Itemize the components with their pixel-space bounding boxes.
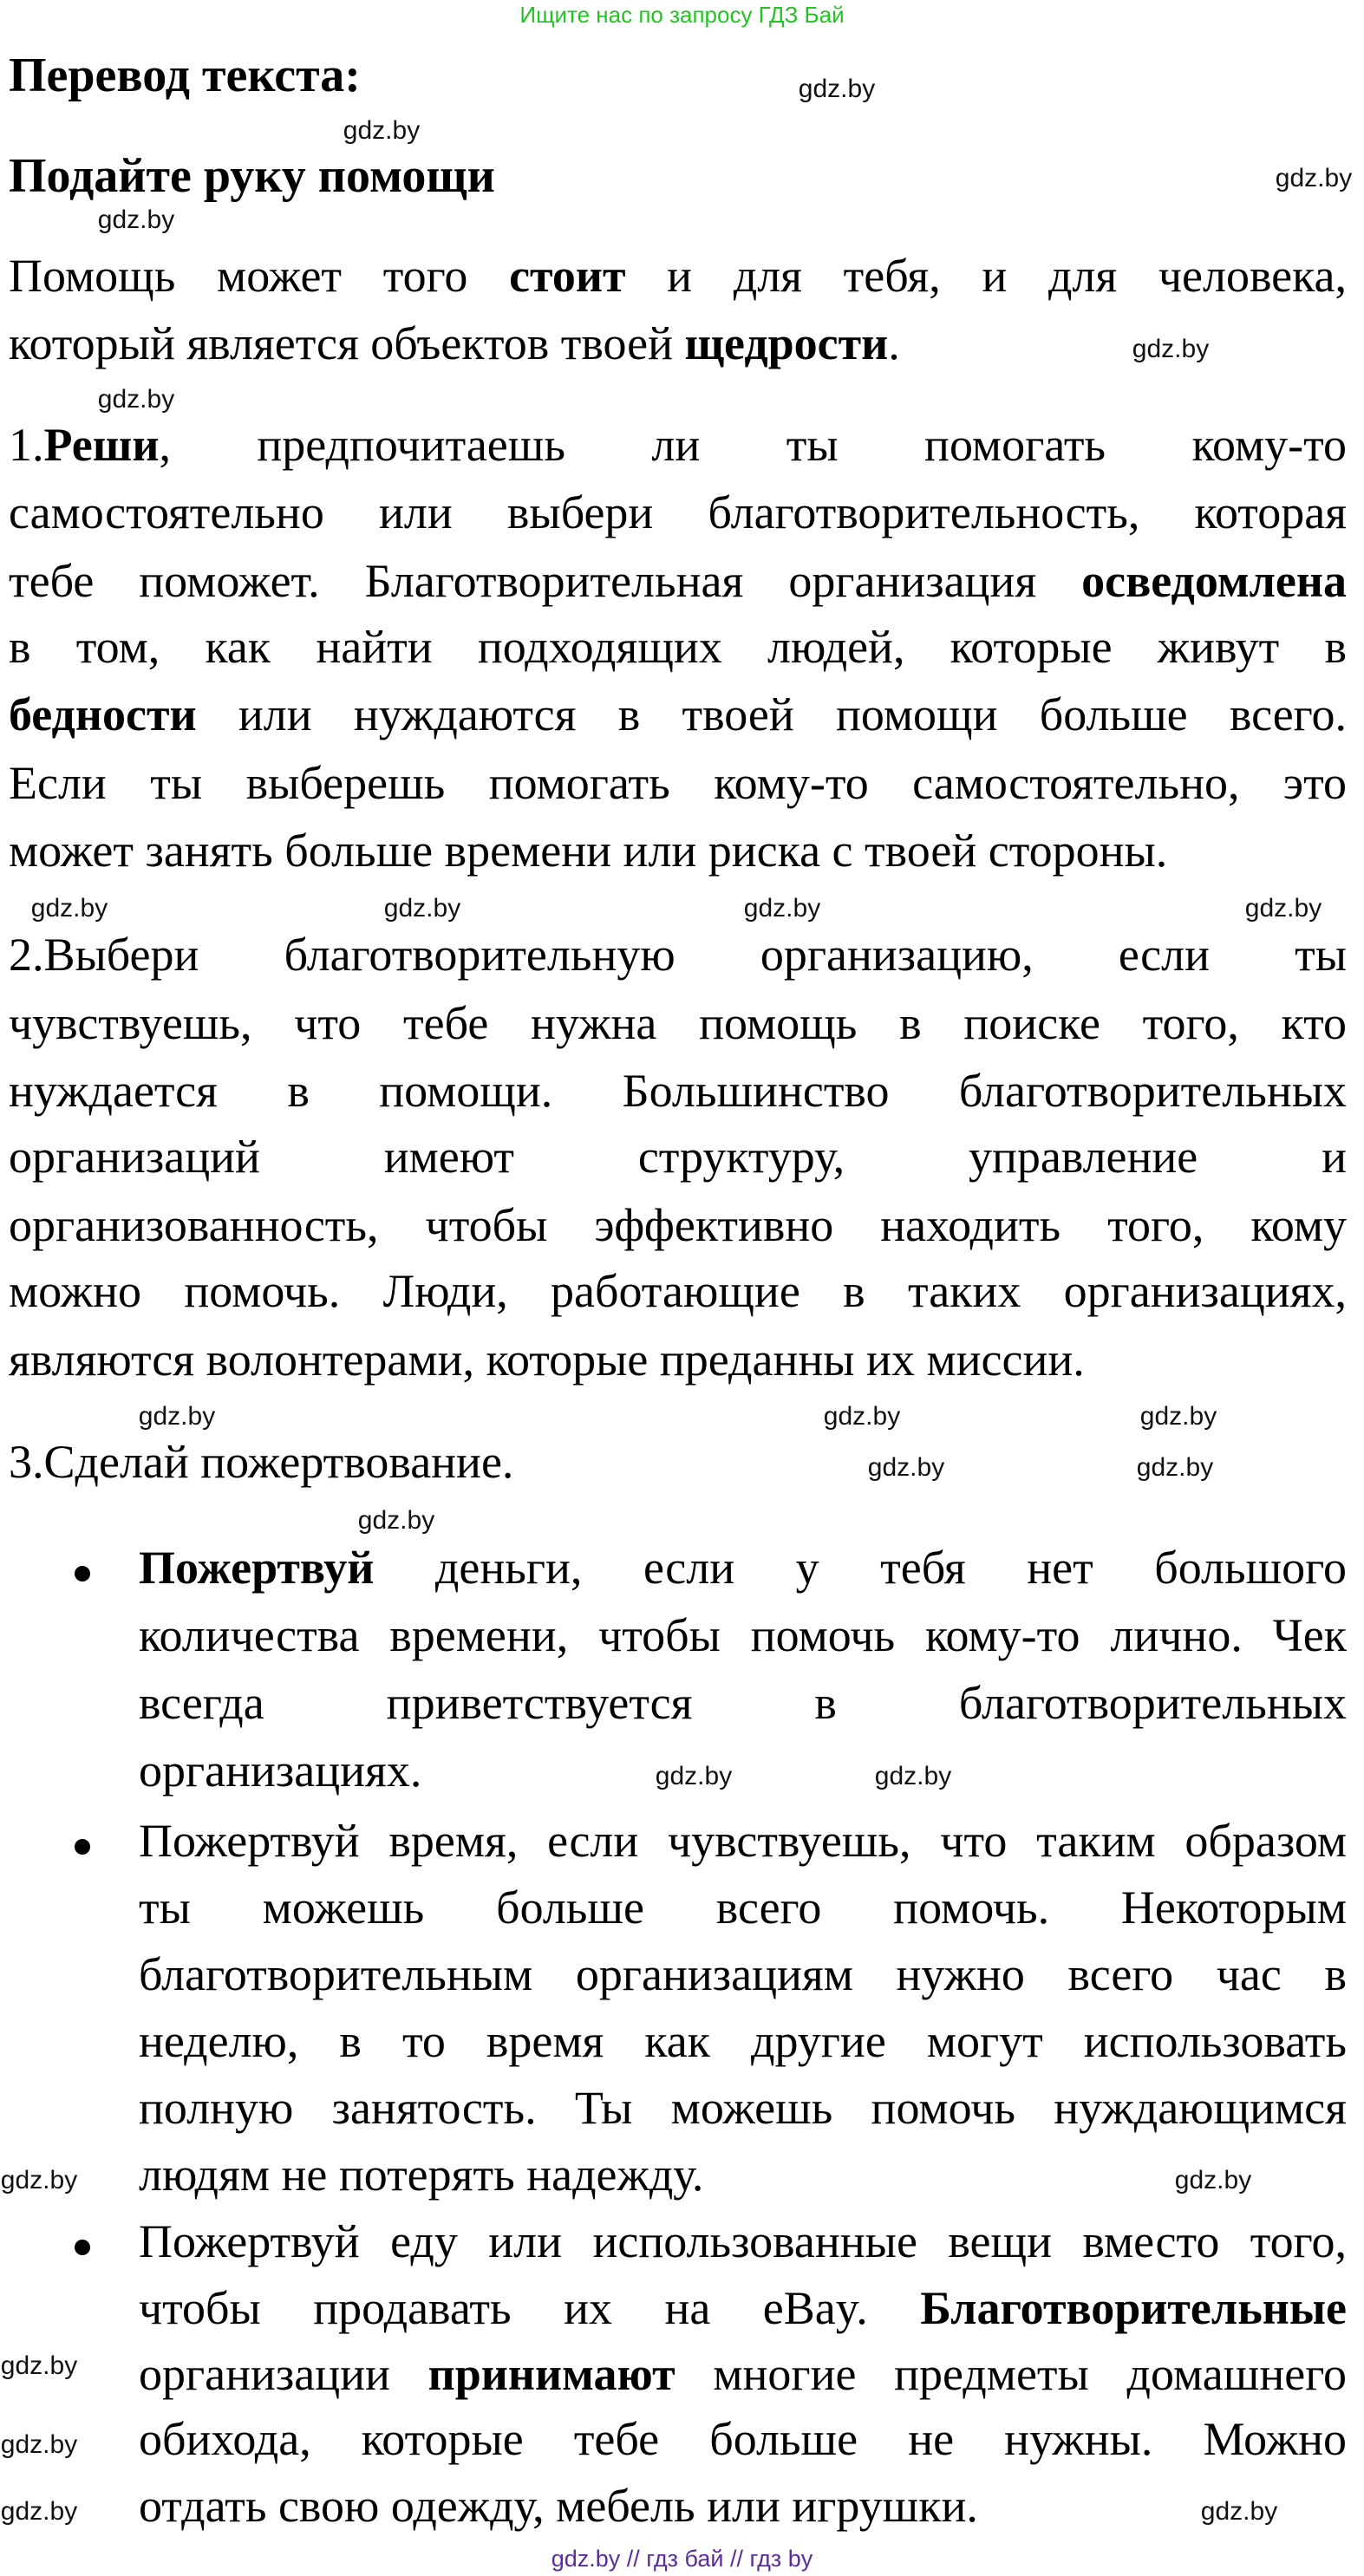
text-line	[9, 620, 1347, 687]
text-segment: организованность, чтобы эффективно находить того, кому	[9, 1199, 1347, 1251]
text-line	[139, 2148, 1347, 2214]
text-line	[9, 249, 1347, 316]
text-line	[9, 688, 1347, 754]
text-segment: чувствуешь, что тебе нужна помощь в поиске того, кто	[9, 997, 1347, 1049]
text-line	[9, 928, 1347, 995]
bullet-icon	[75, 1566, 90, 1581]
watermark: gdz.by	[30, 894, 108, 923]
text-line	[139, 2081, 1347, 2148]
bold-term: Пожертвуй	[139, 1542, 375, 1594]
text-segment: нуждается в помощи. Большинство благотворительных	[9, 1065, 1347, 1117]
text-line	[139, 2281, 1347, 2348]
text-segment: ты можешь больше всего помочь. Некоторым	[139, 1881, 1347, 1934]
text-segment: людям не потерять надежду.	[139, 2149, 704, 2201]
bold-term: Благотворительные	[920, 2282, 1347, 2334]
watermark: gdz.by	[874, 1762, 952, 1790]
watermark: gdz.by	[1244, 894, 1322, 923]
bullet-icon	[75, 2240, 90, 2255]
watermark: gdz.by	[0, 2351, 78, 2380]
text-line	[139, 1676, 1347, 1743]
text-segment: организаций имеют структуру, управление и	[9, 1131, 1347, 1183]
bullet-icon	[75, 1839, 90, 1855]
watermark: gdz.by	[867, 1453, 945, 1482]
watermark: gdz.by	[1139, 1402, 1217, 1431]
text-segment: многие предметы домашнего	[675, 2348, 1347, 2400]
text-line	[139, 1814, 1347, 1881]
watermark: gdz.by	[1174, 2166, 1252, 2194]
text-line	[9, 1130, 1347, 1197]
text-line	[139, 2214, 1347, 2281]
watermark: gdz.by	[0, 2166, 78, 2194]
text-heading: Подайте руку помощи	[9, 149, 495, 203]
text-line	[139, 1744, 1347, 1810]
text-segment: который является объектов твоей	[9, 317, 685, 369]
text-segment: 3.Сделай пожертвование.	[9, 1436, 514, 1488]
text-segment: 1.	[9, 419, 44, 471]
text-segment: организации	[139, 2348, 428, 2400]
text-segment: отдать свою одежду, мебель или игрушки.	[139, 2480, 978, 2532]
text-line	[9, 1064, 1347, 1131]
text-segment: Пожертвуй время, если чувствуешь, что таким образом	[139, 1815, 1347, 1867]
text-segment: количества времени, чтобы помочь кому-то лично. Чек	[139, 1609, 1347, 1661]
text-segment: в том, как найти подходящих людей, которые живут в	[9, 621, 1347, 673]
text-segment: можно помочь. Люди, работающие в таких организациях,	[9, 1265, 1347, 1317]
text-line	[139, 1881, 1347, 1947]
page-title: Перевод текста:	[9, 49, 361, 102]
bold-term: Реши	[43, 419, 160, 471]
text-line	[139, 1608, 1347, 1675]
text-line	[9, 554, 1347, 621]
text-line	[139, 1947, 1347, 2014]
watermark: gdz.by	[138, 1402, 216, 1431]
text-segment: Пожертвуй еду или использованные вещи вместо того,	[139, 2215, 1347, 2267]
text-segment: неделю, в то время как другие могут использовать	[139, 2015, 1347, 2067]
watermark: gdz.by	[97, 385, 175, 414]
footer-links: gdz.by // гдз бай // гдз by	[551, 2546, 813, 2572]
search-banner: Ищите нас по запросу ГДЗ Бай	[519, 2, 845, 28]
watermark: gdz.by	[97, 205, 175, 234]
text-line	[9, 1264, 1347, 1331]
watermark: gdz.by	[383, 894, 461, 923]
watermark: gdz.by	[1200, 2497, 1278, 2526]
watermark: gdz.by	[823, 1402, 901, 1431]
text-segment: и для тебя, и для человека,	[625, 250, 1347, 302]
watermark: gdz.by	[1132, 335, 1210, 363]
text-line	[9, 1333, 1347, 1399]
watermark: gdz.by	[343, 116, 421, 145]
text-segment: самостоятельно или выбери благотворительность, которая	[9, 486, 1347, 538]
text-line	[139, 2479, 1347, 2546]
text-line	[9, 824, 1347, 890]
bold-term: осведомлена	[1081, 555, 1347, 607]
text-line	[9, 486, 1347, 552]
text-line	[9, 418, 1347, 485]
bold-term: принимают	[427, 2348, 675, 2400]
text-segment: Помощь может того	[9, 250, 510, 302]
bold-term: щедрости	[684, 317, 889, 369]
watermark: gdz.by	[743, 894, 821, 923]
text-segment: являются волонтерами, которые преданны их миссии.	[9, 1334, 1085, 1386]
bold-term: стоит	[509, 250, 626, 302]
bold-term: бедности	[9, 688, 197, 740]
text-segment: организациях.	[139, 1745, 422, 1797]
text-segment: .	[888, 317, 900, 369]
text-line	[9, 996, 1347, 1063]
text-line	[139, 1541, 1347, 1608]
watermark: gdz.by	[0, 2430, 78, 2459]
text-line	[139, 2014, 1347, 2081]
watermark: gdz.by	[798, 75, 876, 103]
text-segment: деньги, если у тебя нет большого	[374, 1542, 1347, 1594]
text-line	[139, 2347, 1347, 2414]
text-line	[9, 1198, 1347, 1265]
text-segment: Если ты выберешь помогать кому-то самостоятельно, это	[9, 757, 1347, 809]
text-segment: благотворительным организациям нужно всего час в	[139, 1948, 1347, 2000]
text-line	[139, 2412, 1347, 2479]
watermark: gdz.by	[1275, 164, 1353, 192]
watermark: gdz.by	[357, 1506, 435, 1535]
watermark: gdz.by	[0, 2497, 78, 2526]
text-segment: 2.Выбери благотворительную организацию, если ты	[9, 929, 1347, 981]
watermark: gdz.by	[655, 1762, 733, 1790]
text-segment: может занять больше времени или риска с твоей стороны.	[9, 825, 1168, 877]
text-segment: обихода, которые тебе больше не нужны. Можно	[139, 2413, 1347, 2465]
text-segment: чтобы продавать их на eBay.	[139, 2282, 921, 2334]
text-segment: всегда приветствуется в благотворительных	[139, 1677, 1347, 1729]
text-segment: , предпочитаешь ли ты помогать кому-то	[159, 419, 1347, 471]
text-segment: тебе поможет. Благотворительная организация	[9, 555, 1082, 607]
watermark: gdz.by	[1136, 1453, 1214, 1482]
text-segment: полную занятость. Ты можешь помочь нуждающимся	[139, 2082, 1347, 2134]
text-segment: или нуждаются в твоей помощи больше всего.	[196, 688, 1347, 740]
text-line	[9, 756, 1347, 823]
